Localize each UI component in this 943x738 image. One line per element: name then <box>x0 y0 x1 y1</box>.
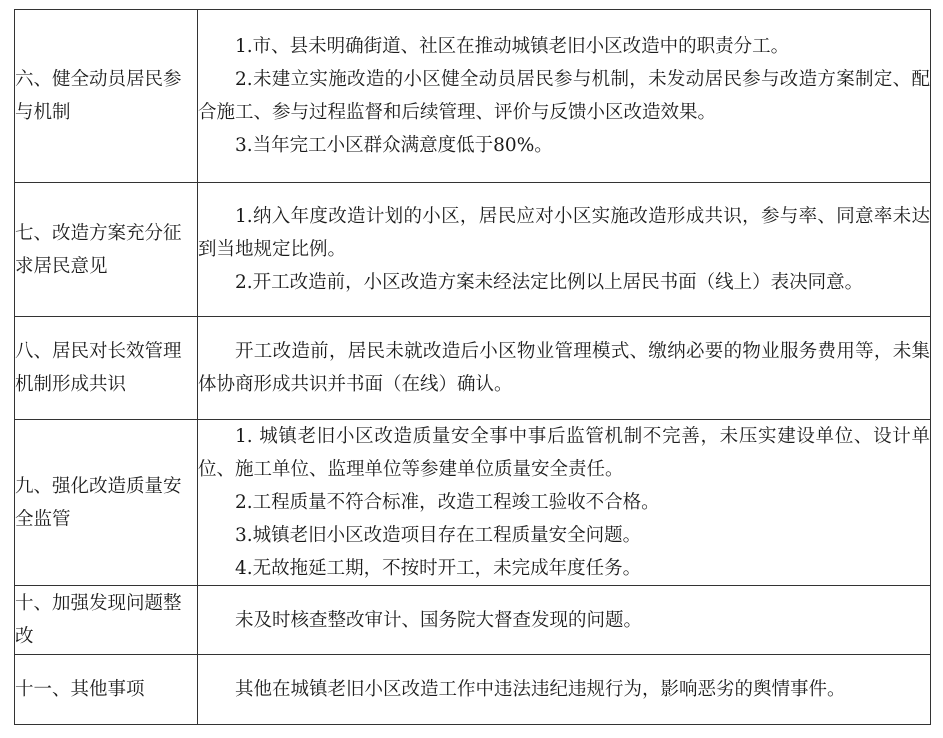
row-content <box>198 586 931 655</box>
table-row <box>15 586 931 655</box>
list-item: 1.纳入年度改造计划的小区，居民应对小区实施改造形成共识，参与率、同意率未达到当地规定比例。 <box>198 206 930 260</box>
row-content <box>198 183 931 317</box>
table-row <box>15 10 931 183</box>
list-item: 未及时核查整改审计、国务院大督查发现的问题。 <box>235 609 643 631</box>
list-item: 3.城镇老旧小区改造项目存在工程质量安全问题。 <box>235 525 642 546</box>
row-label: 九、强化改造质量安全监管 <box>15 420 198 586</box>
list-item: 4.无故拖延工期，不按时开工，未完成年度任务。 <box>235 558 642 579</box>
table-row <box>15 420 931 586</box>
list-item: 1.市、县未明确街道、社区在推动城镇老旧小区改造中的职责分工。 <box>235 36 790 57</box>
row-label: 十、加强发现问题整改 <box>15 586 198 655</box>
row-content <box>198 10 931 183</box>
row-content <box>198 655 931 725</box>
list-item: 2.未建立实施改造的小区健全动员居民参与机制，未发动居民参与改造方案制定、配合施工、参与过程监督和后续管理、评价与反馈小区改造效果。 <box>198 69 930 123</box>
table-row <box>15 183 931 317</box>
row-content <box>198 317 931 420</box>
row-label: 八、居民对长效管理机制形成共识 <box>15 317 198 420</box>
list-item: 2.工程质量不符合标准，改造工程竣工验收不合格。 <box>235 492 660 513</box>
list-item: 3.当年完工小区群众满意度低于80%。 <box>235 135 553 156</box>
table-row <box>15 655 931 725</box>
row-label: 七、改造方案充分征求居民意见 <box>15 183 198 317</box>
list-item: 其他在城镇老旧小区改造工作中违法违纪违规行为，影响恶劣的舆情事件。 <box>235 679 846 700</box>
table-row <box>15 317 931 420</box>
list-item: 开工改造前，居民未就改造后小区物业管理模式、缴纳必要的物业服务费用等，未集体协商形成共识并书面（在线）确认。 <box>198 341 930 395</box>
requirements-table <box>14 9 931 725</box>
row-content <box>198 420 931 586</box>
list-item: 1. 城镇老旧小区改造质量安全事中事后监管机制不完善，未压实建设单位、设计单位、施工单位、监理单位等参建单位质量安全责任。 <box>198 426 930 480</box>
row-label: 六、健全动员居民参与机制 <box>15 10 198 183</box>
row-label: 十一、其他事项 <box>15 655 198 725</box>
list-item: 2.开工改造前，小区改造方案未经法定比例以上居民书面（线上）表决同意。 <box>235 272 864 293</box>
